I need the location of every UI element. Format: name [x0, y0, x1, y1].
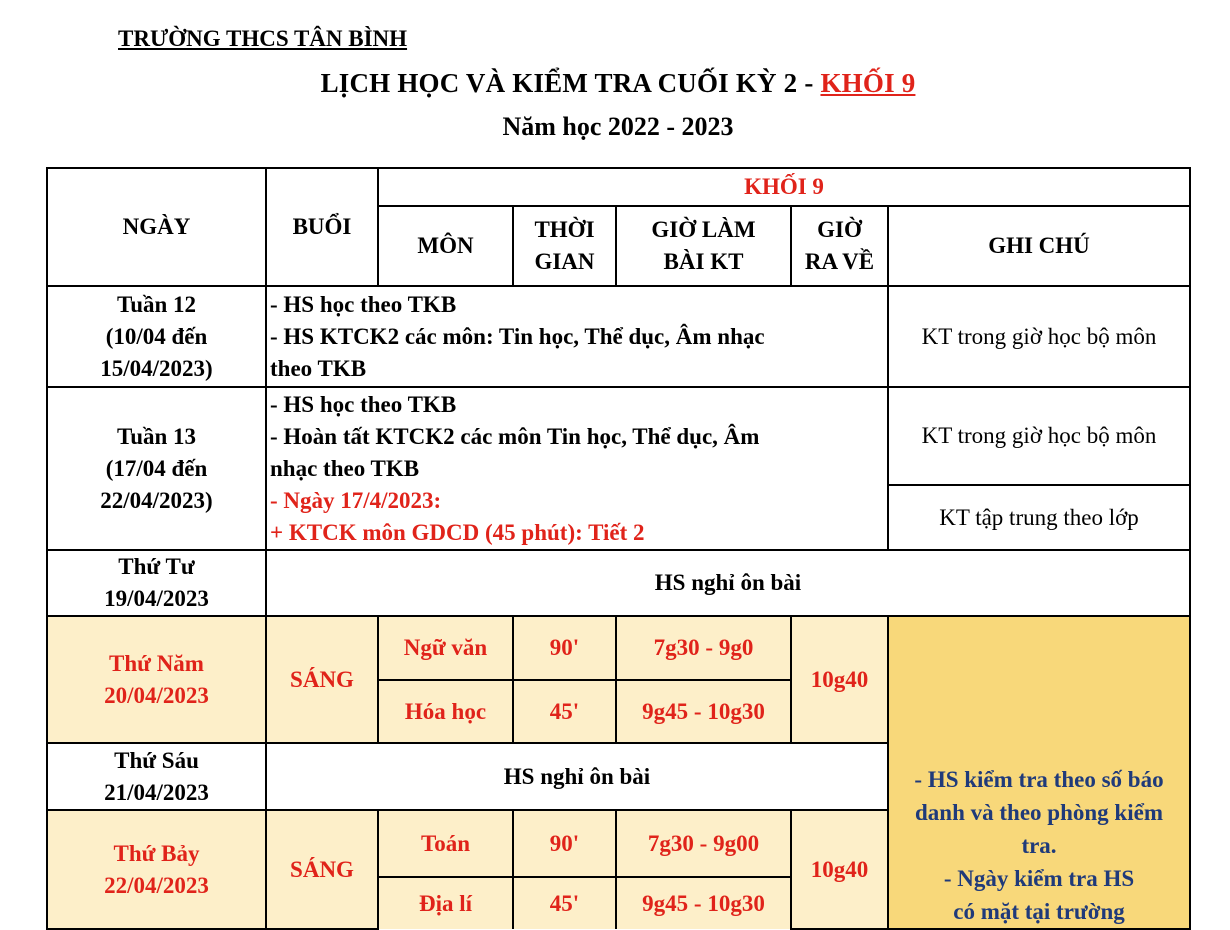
wednesday-day-1: Thứ Tư	[118, 554, 195, 579]
week12-line-2: - HS KTCK2 các môn: Tin học, Thể dục, Âm nhạc	[270, 323, 765, 349]
exam-note-line-4: - Ngày kiểm tra HS	[943, 866, 1135, 891]
header-buoi: BUỔI	[266, 168, 378, 286]
header-gio-lam	[616, 206, 791, 286]
wednesday-date	[47, 550, 266, 616]
week12-row	[47, 286, 1190, 387]
week13-day-3: 22/04/2023)	[100, 487, 213, 513]
wednesday-day-2: 19/04/2023	[104, 586, 209, 611]
exam-note-line-3: tra.	[1021, 833, 1057, 858]
thursday-date	[47, 616, 266, 743]
wednesday-text: HS nghỉ ôn bài	[266, 550, 1190, 616]
header-gio-ra	[791, 206, 888, 286]
header-ngay: NGÀY	[47, 168, 266, 286]
header-row-1	[47, 168, 1190, 206]
header-gio-lam-2: BÀI KT	[663, 249, 744, 274]
saturday-session: SÁNG	[266, 810, 378, 929]
thursday-duration-2: 45'	[513, 680, 616, 743]
week13-row-1	[47, 387, 1190, 485]
saturday-hours-2: 9g45 - 10g30	[616, 877, 791, 929]
exam-note-line-5: có mặt tại trường	[953, 899, 1125, 924]
week12-line-1: - HS học theo TKB	[270, 291, 457, 317]
week13-day-1: Tuần 13	[116, 423, 197, 449]
week12-line-3: theo TKB	[270, 355, 367, 381]
page-title	[0, 68, 1230, 99]
header-ghi-chu: GHI CHÚ	[888, 206, 1190, 286]
header-gio-ra-1: GIỜ	[817, 217, 862, 242]
saturday-subject-2: Địa lí	[378, 877, 513, 929]
week13-line-5: + KTCK môn GDCD (45 phút): Tiết 2	[270, 519, 645, 545]
thursday-subject-2: Hóa học	[378, 680, 513, 743]
week13-date	[47, 387, 266, 550]
week12-note: KT trong giờ học bộ môn	[888, 286, 1190, 387]
header-thoi-gian-2: GIAN	[534, 249, 595, 274]
thursday-hours-1: 7g30 - 9g0	[616, 616, 791, 680]
week12-content	[266, 286, 888, 387]
header-thoi-gian	[513, 206, 616, 286]
week13-note-1: KT trong giờ học bộ môn	[888, 387, 1190, 485]
exam-note	[888, 616, 1190, 929]
week13-line-3: nhạc theo TKB	[270, 455, 420, 481]
week13-line-1: - HS học theo TKB	[270, 391, 457, 417]
week13-line-4: - Ngày 17/4/2023:	[270, 487, 442, 513]
exam-note-line-1: - HS kiểm tra theo số báo	[914, 767, 1164, 792]
title-main: LỊCH HỌC VÀ KIỂM TRA CUỐI KỲ 2 -	[320, 68, 821, 98]
saturday-day-1: Thứ Bảy	[113, 840, 200, 866]
saturday-subject-1: Toán	[378, 810, 513, 877]
week13-day-2: (17/04 đến	[105, 455, 208, 481]
friday-day-2: 21/04/2023	[104, 779, 209, 805]
thursday-hours-2: 9g45 - 10g30	[616, 680, 791, 743]
exam-note-line-2: danh và theo phòng kiểm	[915, 800, 1163, 825]
header-gio-lam-1: GIỜ LÀM	[651, 217, 756, 242]
thursday-subject-1: Ngữ văn	[378, 616, 513, 680]
header-gio-ra-2: RA VỀ	[804, 249, 875, 274]
week13-content	[266, 387, 888, 550]
header-mon: MÔN	[378, 206, 513, 286]
school-name: TRƯỜNG THCS TÂN BÌNH	[118, 26, 408, 51]
thursday-day-1: Thứ Năm	[109, 650, 204, 676]
week12-day-3: 15/04/2023)	[100, 355, 213, 381]
week13-note-2: KT tập trung theo lớp	[888, 485, 1190, 550]
saturday-duration-1: 90'	[513, 810, 616, 877]
week12-date	[47, 286, 266, 387]
thursday-leave: 10g40	[791, 616, 888, 743]
header-thoi-gian-1: THỜI	[534, 217, 595, 242]
saturday-date	[47, 810, 266, 929]
thursday-session: SÁNG	[266, 616, 378, 743]
thursday-day-2: 20/04/2023	[104, 682, 209, 708]
friday-date	[47, 743, 266, 810]
week12-day-1: Tuần 12	[116, 291, 197, 317]
week12-day-2: (10/04 đến	[105, 323, 208, 349]
thursday-duration-1: 90'	[513, 616, 616, 680]
friday-day-1: Thứ Sáu	[114, 747, 199, 773]
friday-text: HS nghỉ ôn bài	[266, 743, 888, 810]
saturday-day-2: 22/04/2023	[104, 872, 209, 898]
saturday-hours-1: 7g30 - 9g00	[616, 810, 791, 877]
saturday-leave: 10g40	[791, 810, 888, 929]
wednesday-row	[47, 550, 1190, 616]
saturday-duration-2: 45'	[513, 877, 616, 929]
thursday-row-1	[47, 616, 1190, 680]
schedule-table	[46, 167, 1191, 930]
school-year: Năm học 2022 - 2023	[502, 112, 734, 141]
title-grade: KHỐI 9	[820, 68, 916, 98]
week13-line-2: - Hoàn tất KTCK2 các môn Tin học, Thể dục, Âm	[270, 423, 760, 449]
header-khoi: KHỐI 9	[378, 168, 1190, 206]
